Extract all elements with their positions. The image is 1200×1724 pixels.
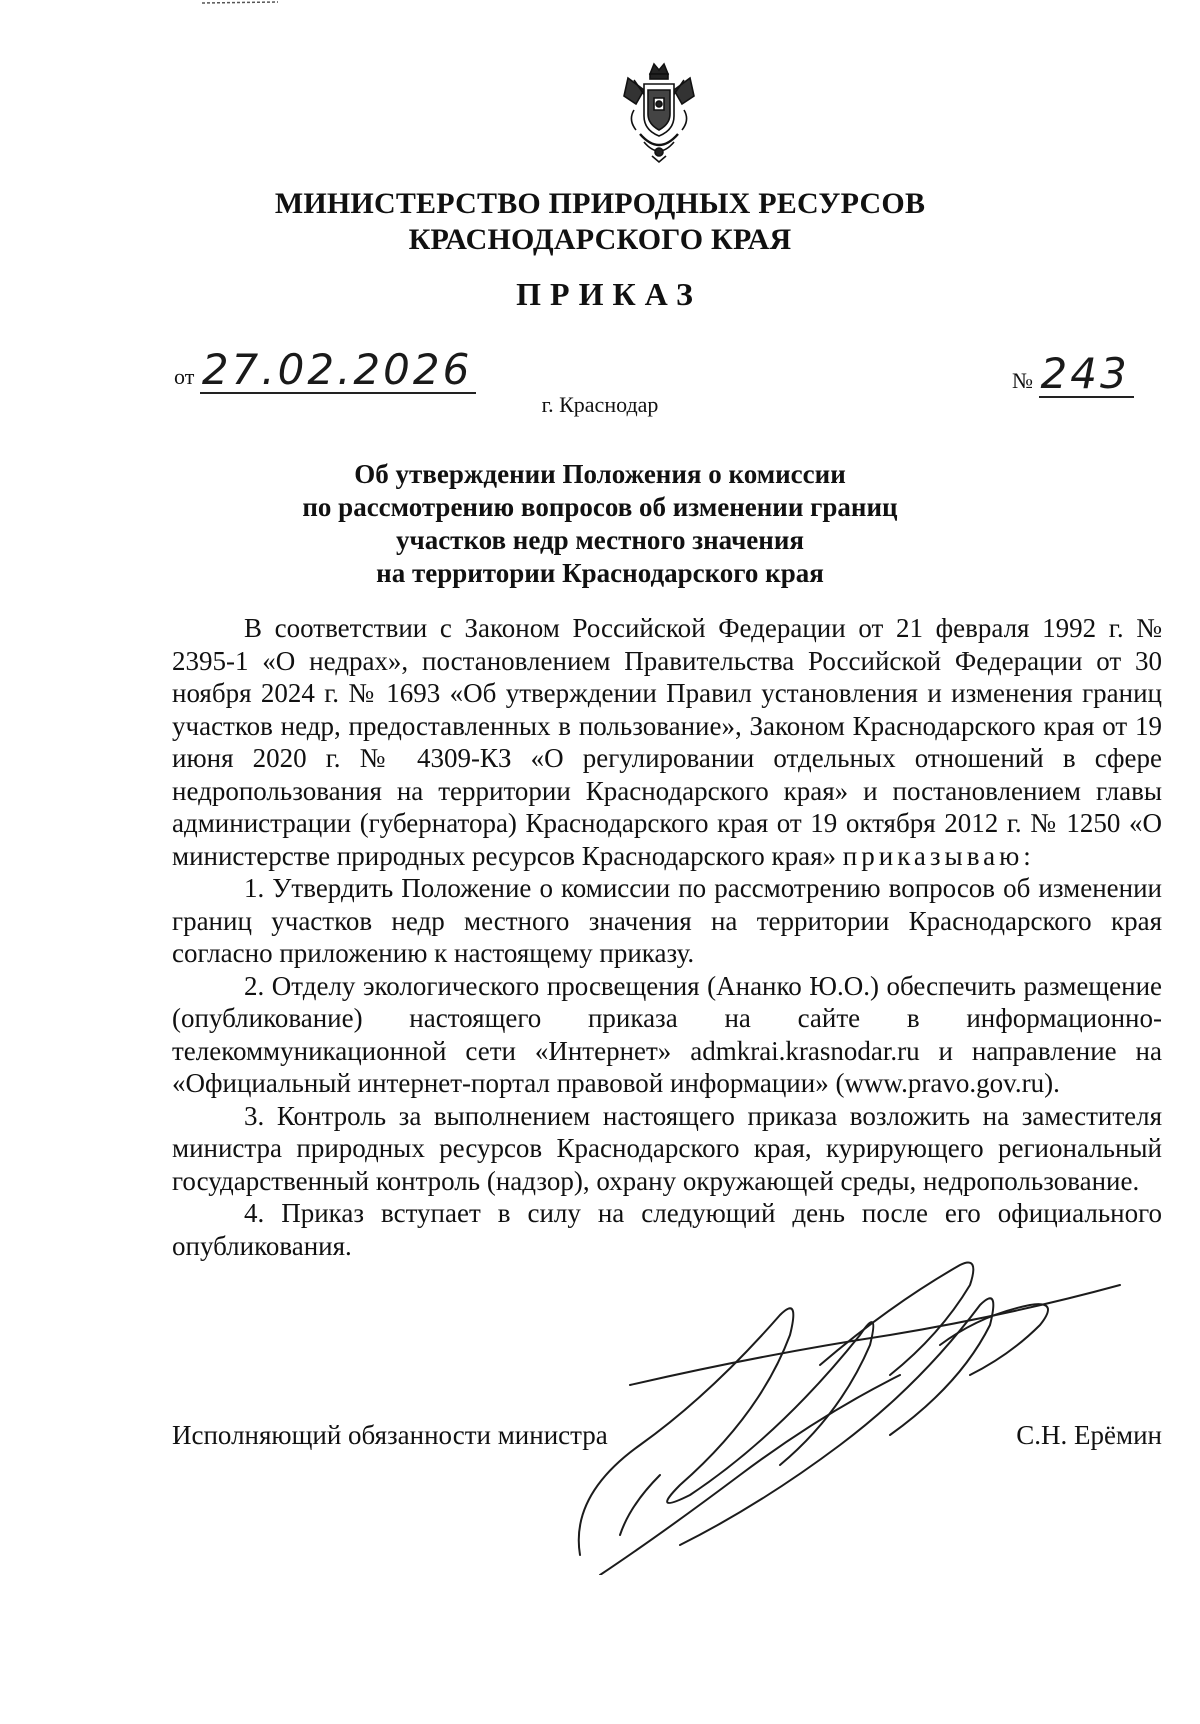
handwritten-number: 243	[1039, 352, 1134, 398]
subject-line1: Об утверждении Положения о комиссии	[354, 459, 846, 489]
preamble-text: В соответствии с Законом Российской Федерации от 21 февраля 1992 г. № 2395-1 «О недрах», постановлением Правительства Российской Федерации от 30 ноября 2024 г. № 1693 «Об утверждении Правил установления и изменения границ участков недр, предоставленных в пользование», Законом Краснодарского края от 19 июня 2020 г. № 4309-КЗ «О регулировании отдельных отношений в сфере недропользования на территории Краснодарского края» и постановлением главы администрации (губернатора) Краснодарского края от 19 октября 2012 г. № 1250 «О министерстве природных ресурсов Краснодарского края»	[172, 613, 1162, 871]
document-type-heading: ПРИКАЗ	[516, 276, 702, 312]
item-1: 1. Утвердить Положение о комиссии по рассмотрению вопросов об изменении границ участков недр местного значения на территории Краснодарского края согласно приложению к настоящему приказу.	[172, 873, 1162, 968]
order-body	[172, 612, 1162, 1262]
number-prefix: №	[1012, 368, 1033, 393]
ministry-title	[0, 186, 1200, 258]
order-date	[174, 345, 476, 394]
subject-line4: на территории Краснодарского края	[376, 558, 824, 588]
subject-line3: участков недр местного значения	[395, 525, 805, 555]
item-3: 3. Контроль за выполнением настоящего приказа возложить на заместителя министра природных ресурсов Краснодарского края, курирующего региональный государственный контроль (надзор), охрану окружающей среды, недропользование.	[172, 1100, 1162, 1196]
order-verb: приказываю:	[842, 840, 1035, 871]
coat-of-arms-icon	[614, 60, 704, 164]
signatory-name: С.Н. Ерёмин	[1016, 1420, 1162, 1450]
subject-line2: по рассмотрению вопросов об изменении границ	[302, 492, 898, 522]
preamble-paragraph	[172, 612, 1162, 872]
date-prefix: от	[174, 364, 195, 389]
ministry-title-line1: МИНИСТЕРСТВО ПРИРОДНЫХ РЕСУРСОВ	[274, 187, 926, 220]
signatory-title: Исполняющий обязанности министра	[172, 1420, 608, 1450]
issue-city: г. Краснодар	[541, 392, 659, 417]
ministry-title-line2: КРАСНОДАРСКОГО КРАЯ	[408, 223, 792, 256]
order-subject	[0, 458, 1200, 590]
scan-artifact	[200, 0, 280, 6]
item-2: 2. Отделу экологического просвещения (Ананко Ю.О.) обеспечить размещение (опубликование) настоящего приказа на сайте в информационно-телекоммуникационной сети «Интернет» admkrai.krasnodar.ru и направление на «Официальный интернет-портал правовой информации» (www.pravo.gov.ru).	[172, 970, 1162, 1098]
item-4: 4. Приказ вступает в силу на следующий день после его официального опубликования.	[172, 1198, 1162, 1261]
handwritten-signature	[560, 1245, 1160, 1575]
handwritten-date: 27.02.2026	[200, 348, 476, 394]
